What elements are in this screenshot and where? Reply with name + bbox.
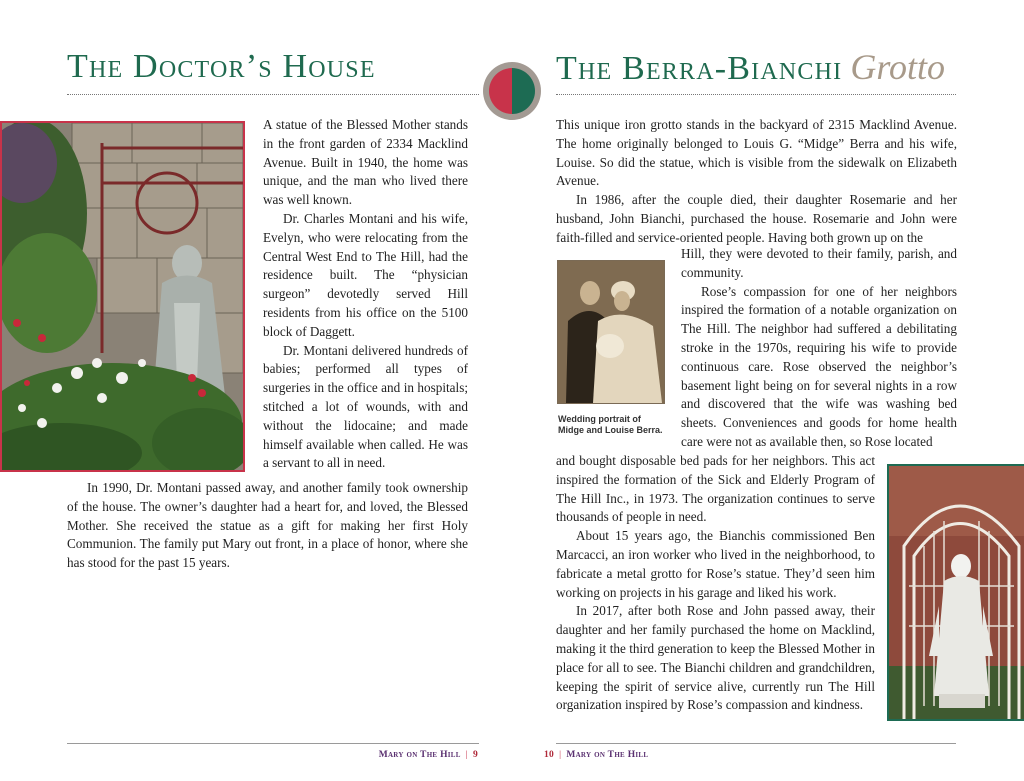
paragraph: In 1986, after the couple died, their daughter Rosemarie and her husband, John Bianchi, purchased the house. Rosemarie and John were faith-filled and service-oriented people. Having both grown up on the — [556, 192, 957, 245]
paragraph: Rose’s compassion for one of her neighbors inspired the formation of a notable organization on The Hill. The neighbor had suffered a debilitating stroke in the 1970s, requiring his wife to provide continuous care. Rose observed the neighbor’s basement light being on for several nights in a row and discovered that the wife was washing bed sheets. Conveniences and goods for home health care were not as available then, so Rose located — [681, 283, 957, 449]
right-page-title — [556, 48, 945, 88]
footer-separator: | — [559, 750, 562, 760]
split-circle-emblem-icon — [483, 62, 541, 120]
title-script-word: Grotto — [850, 47, 946, 87]
right-page — [512, 0, 1024, 781]
paragraph: and bought disposable bed pads for her neighbors. This act inspired the formation of the Sick and Elderly Program of The Hill Inc., in 1973. The organization continues to serve thousands of people in need. — [556, 453, 875, 525]
right-footer — [544, 749, 648, 761]
page-number: 10 — [544, 750, 555, 760]
paragraph: A statue of the Blessed Mother stands in the front garden of 2334 Macklind Avenue. Built in 1940, the home was unique, and the man who lived there was well known. — [263, 117, 468, 208]
right-footer-divider — [556, 743, 956, 744]
paragraph: Dr. Montani delivered hundreds of babies; performed all types of surgeries in the office and in hospitals; stitched a lot of wounds, with and without the lidocaine; and made himself available when called. He was a servant to all in need. — [263, 342, 468, 471]
right-intro-text — [556, 116, 957, 248]
right-title-divider — [556, 94, 956, 95]
statue-garden-photo — [0, 121, 245, 472]
left-title-divider — [67, 94, 479, 95]
paragraph: Hill, they were devoted to their family, parish, and community. — [681, 246, 957, 280]
wedding-portrait-photo — [557, 260, 665, 404]
right-text-lower — [556, 452, 875, 715]
paragraph: In 2017, after both Rose and John passed away, their daughter and her family purchased the home on Macklind, making it the third generation to keep the Blessed Mother in place for all to see. The Bianchi children and grandchildren, keeping the spirit of service alive, currently run The Hill organization inspired by Rose’s compassion and kindness. — [556, 603, 875, 713]
left-page-title: The Doctor’s House — [67, 48, 376, 85]
photo-caption: Wedding portrait of Midge and Louise Berra. — [558, 414, 663, 435]
left-footer — [379, 749, 478, 761]
left-footer-divider — [67, 743, 479, 744]
paragraph: About 15 years ago, the Bianchis commissioned Ben Marcacci, an iron worker who lived in the neighborhood, to fabricate a metal grotto for Rose’s statue. They’d seen him working on projects in his garage and liked his work. — [556, 528, 875, 600]
footer-book-title: Mary on The Hill — [566, 750, 649, 760]
paragraph: Dr. Charles Montani and his wife, Evelyn, who were relocating from the Central West End to The Hill, had the residence built. The “physician surgeon” devotedly served Hill residents from his office on the 5100 block of Daggett. — [263, 210, 468, 339]
iron-grotto-photo — [887, 464, 1024, 721]
footer-book-title: Mary on The Hill — [378, 750, 461, 760]
footer-separator: | — [465, 750, 468, 760]
left-text-full-width — [67, 479, 468, 573]
left-text-column-top — [263, 116, 468, 473]
page-number: 9 — [472, 750, 478, 760]
paragraph: In 1990, Dr. Montani passed away, and another family took ownership of the house. The owner’s daughter had a heart for, and loved, the Blessed Mother. She received the statue as a gift for making her first Holy Communion. The family put Mary out front, in a place of honor, where she has stood for the past 15 years. — [67, 480, 468, 571]
paragraph: This unique iron grotto stands in the backyard of 2315 Macklind Avenue. The home originally belonged to Louis G. “Midge” Berra and his wife, Louise. So did the statue, which is visible from the sidewalk on Elizabeth Avenue. — [556, 117, 957, 189]
title-main: The Berra-Bianchi — [556, 50, 843, 87]
right-text-beside-photo — [681, 245, 957, 452]
